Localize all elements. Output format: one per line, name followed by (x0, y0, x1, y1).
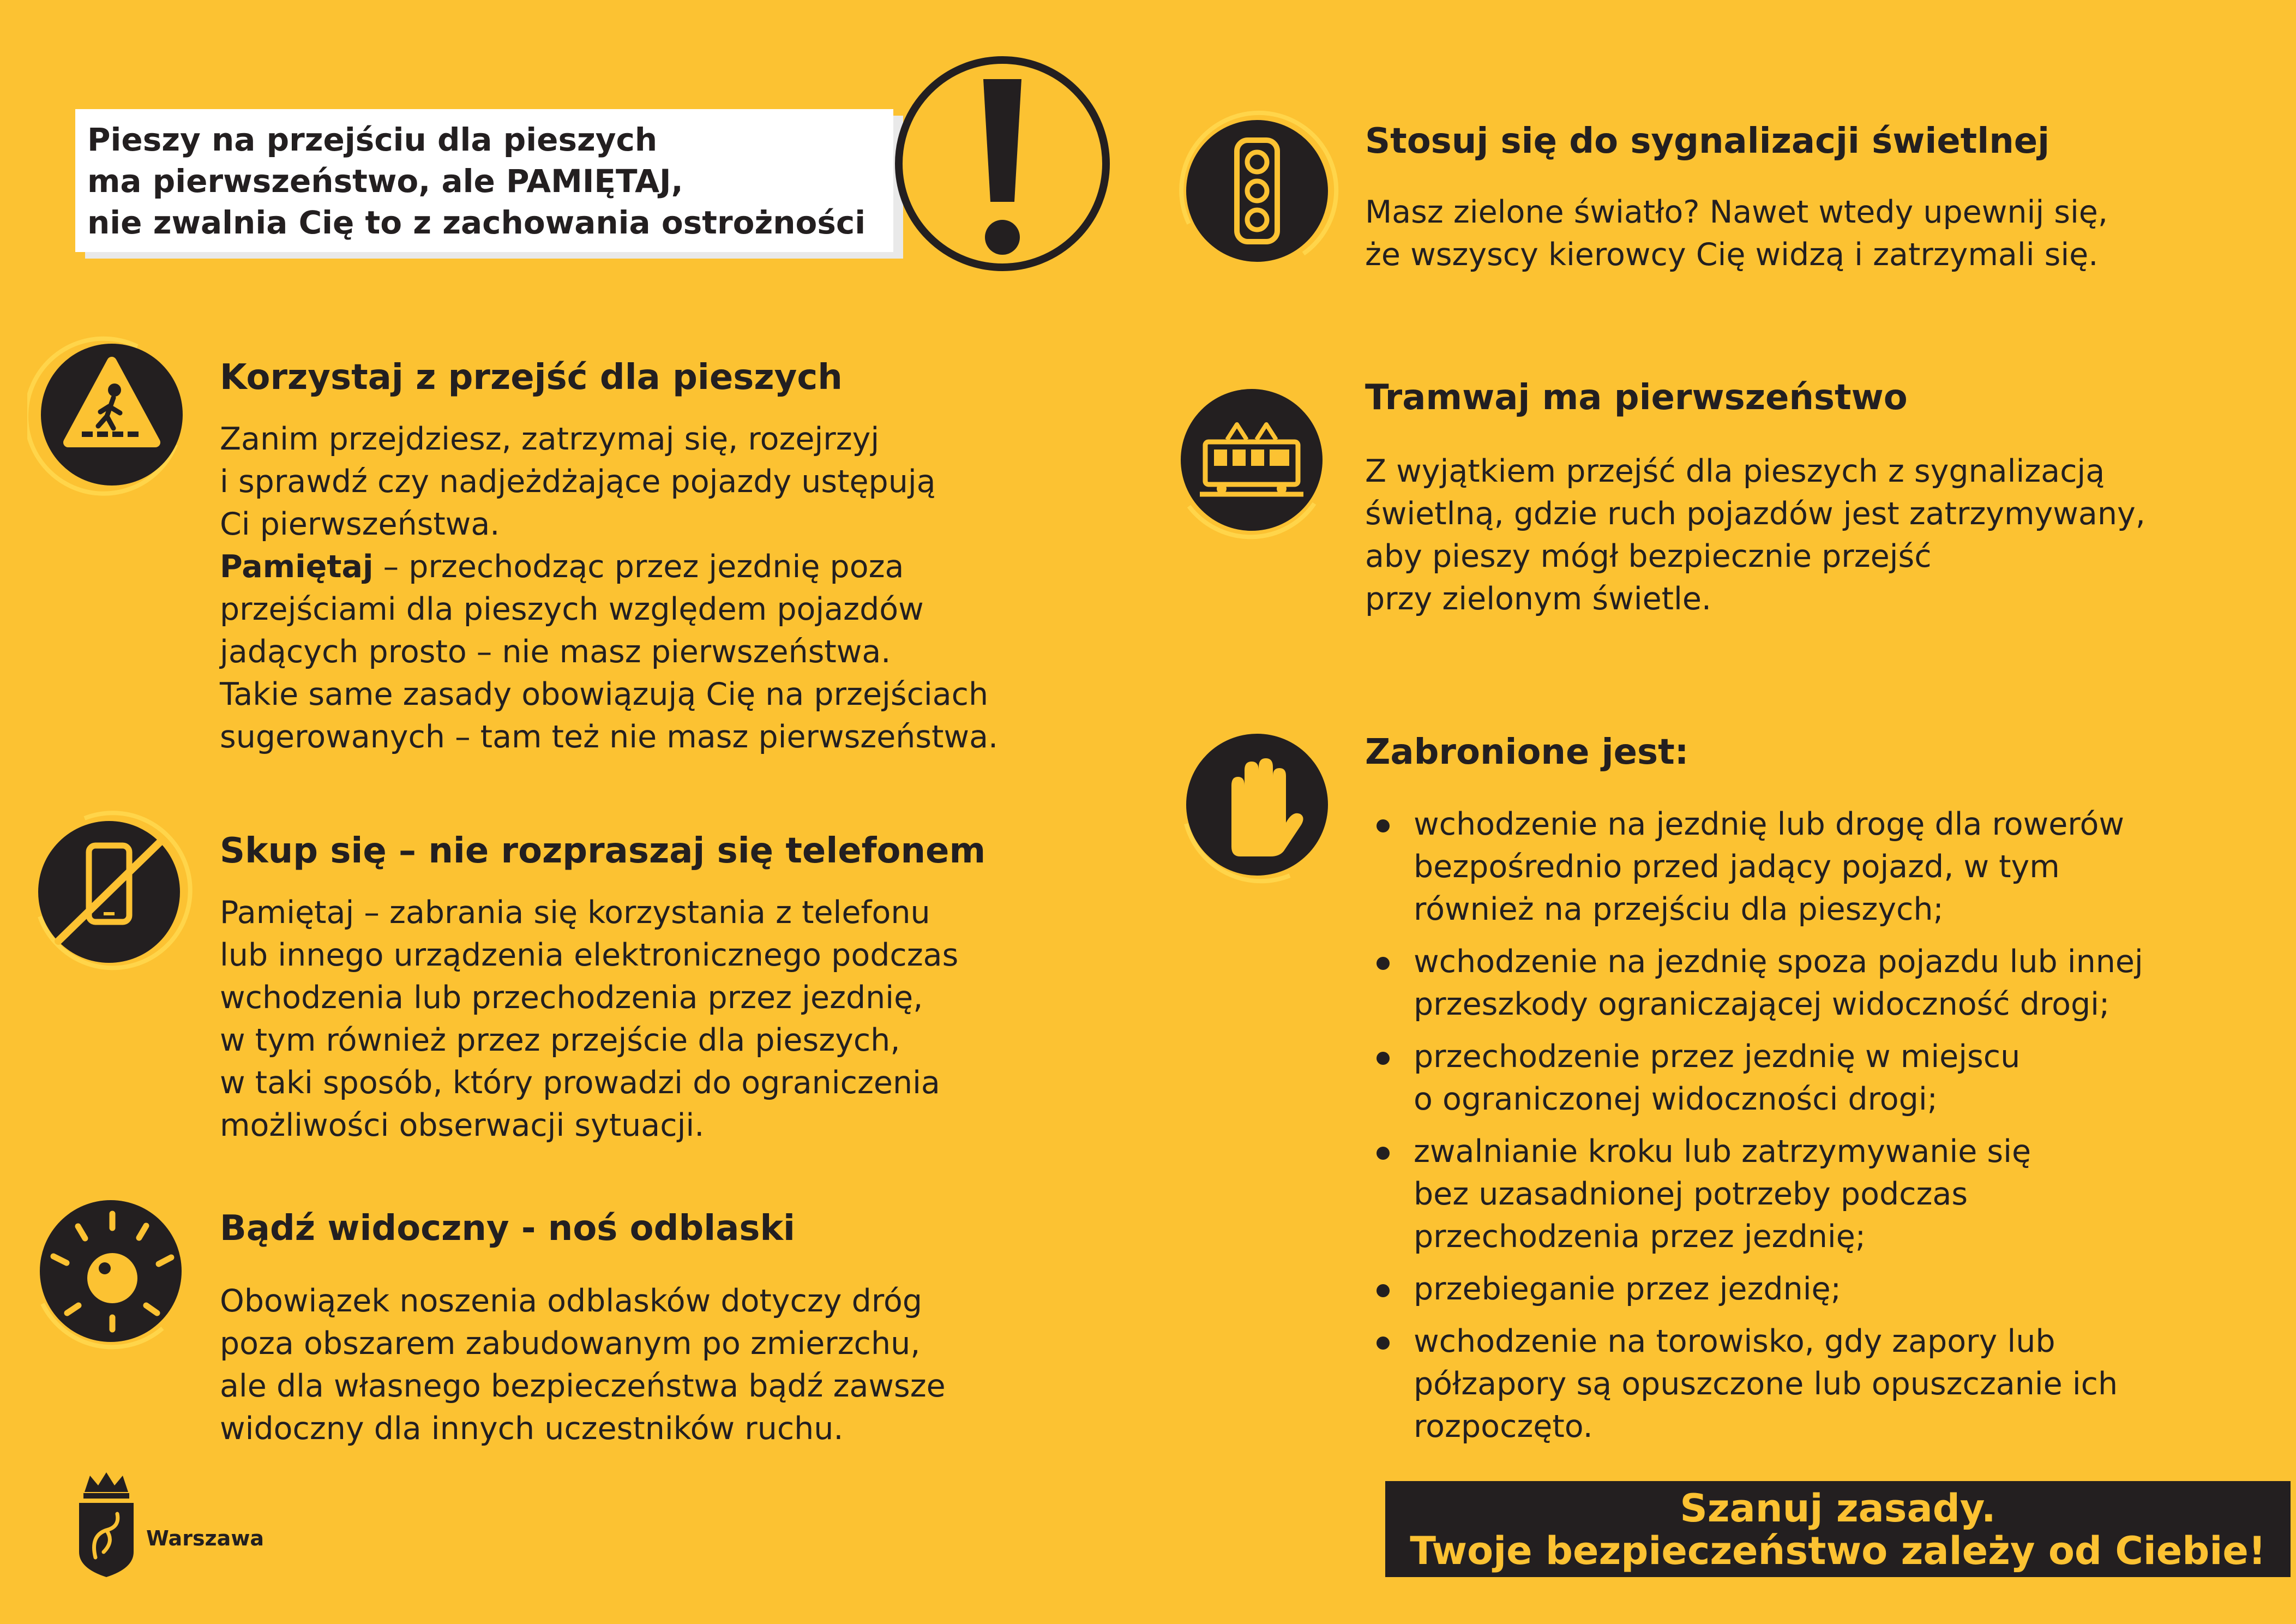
slogan-line-1: Szanuj zasady. (1680, 1486, 1996, 1531)
tram-body: Z wyjątkiem przejść dla pieszych z sygnalizacją świetlną, gdzie ruch pojazdów jest zatrzymywany, aby pieszy mógł bezpiecznie przejść przy zielonym świetle. (1365, 453, 2145, 617)
phone-heading: Skup się – nie rozpraszaj się telefonem (220, 831, 986, 871)
forbidden-heading: Zabronione jest: (1365, 732, 1689, 772)
slogan-box (1385, 1481, 2291, 1577)
list-item-text: przechodzenie przez jezdnię w miejscu o ograniczonej widoczności drogi; (1414, 1039, 2021, 1117)
reflector-sun-icon (26, 1186, 195, 1356)
list-item (1373, 803, 2284, 931)
exclamation-icon (893, 55, 1111, 273)
list-item (1373, 940, 2284, 1026)
list-item (1373, 1035, 2284, 1120)
list-item-text: wchodzenie na torowisko, gdy zapory lub półzapory są opuszczone lub opuszczanie ich rozpoczęto. (1414, 1323, 2118, 1445)
signals-heading: Stosuj się do sygnalizacji świetlnej (1365, 121, 2050, 161)
visible-body: Obowiązek noszenia odblasków dotyczy dróg poza obszarem zabudowanym po zmierzchu, ale dla własnego bezpieczeństwa bądź zawsze widoczny dla innych uczestników ruchu. (220, 1283, 946, 1447)
list-item-text: zwalnianie kroku lub zatrzymywanie się bez uzasadnionej potrzeby podczas przechodzenia przez jezdnię; (1414, 1134, 2031, 1255)
no-phone-icon (25, 807, 194, 976)
tram-heading: Tramwaj ma pierwszeństwo (1365, 377, 1908, 418)
bullet-dot (1377, 1147, 1390, 1160)
forbidden-list (1373, 803, 2284, 1458)
logo-label: Warszawa (146, 1526, 265, 1550)
notice-box (75, 109, 893, 252)
notice-text: Pieszy na przejściu dla pieszych ma pierwszeństwo, ale PAMIĘTAJ, nie zwalnia Cię to z zachowania ostrożności (87, 121, 866, 241)
stop-hand-icon (1173, 720, 1342, 889)
bullet-dot (1377, 819, 1390, 832)
slogan-line-2: Twoje bezpieczeństwo zależy od Ciebie! (1410, 1529, 2266, 1573)
list-item (1373, 1130, 2284, 1258)
list-item-text: wchodzenie na jezdnię lub drogę dla rowerów bezpośrednio przed jadący pojazd, w tym również na przejściu dla pieszych; (1414, 806, 2124, 927)
crossings-body-emphasis: Pamiętaj (220, 549, 374, 585)
visible-heading: Bądź widoczny - noś odblaski (220, 1208, 795, 1249)
list-item (1373, 1320, 2284, 1448)
bullet-dot (1377, 957, 1390, 970)
signals-body: Masz zielone światło? Nawet wtedy upewnij się, że wszyscy kierowcy Cię widzą i zatrzymali się. (1365, 194, 2108, 273)
warszawa-crest-icon (74, 1470, 139, 1579)
traffic-light-icon (1173, 106, 1342, 275)
pedestrian-crossing-icon (27, 330, 196, 499)
crossings-body-rest: – przechodząc przez jezdnię poza przejściami dla pieszych względem pojazdów jadących prosto – nie masz pierwszeństwa. Takie same zasady obowiązują Cię na przejściach sugerowanych – tam też nie masz pierwszeństwa. (220, 549, 999, 755)
tram-icon (1167, 375, 1336, 544)
list-item-text: wchodzenie na jezdnię spoza pojazdu lub innej przeszkody ograniczającej widoczność drogi; (1414, 944, 2143, 1022)
crossings-body (220, 418, 1147, 758)
crossings-body-intro: Zanim przejdziesz, zatrzymaj się, rozejrzyj i sprawdź czy nadjeżdżające pojazdy ustępują Ci pierwszeństwa. (220, 421, 936, 542)
phone-body: Pamiętaj – zabrania się korzystania z telefonu lub innego urządzenia elektronicznego podczas wchodzenia lub przechodzenia przez jezdnię, w tym również przez przejście dla pieszych, w taki sposób, który prowadzi do ograniczenia możliwości obserwacji sytuacji. (220, 895, 959, 1143)
bullet-dot (1377, 1052, 1390, 1065)
crossings-heading: Korzystaj z przejść dla pieszych (220, 357, 843, 398)
bullet-dot (1377, 1284, 1390, 1297)
bullet-dot (1377, 1337, 1390, 1350)
list-item-text: przebieganie przez jezdnię; (1414, 1271, 1841, 1307)
list-item (1373, 1268, 2284, 1310)
